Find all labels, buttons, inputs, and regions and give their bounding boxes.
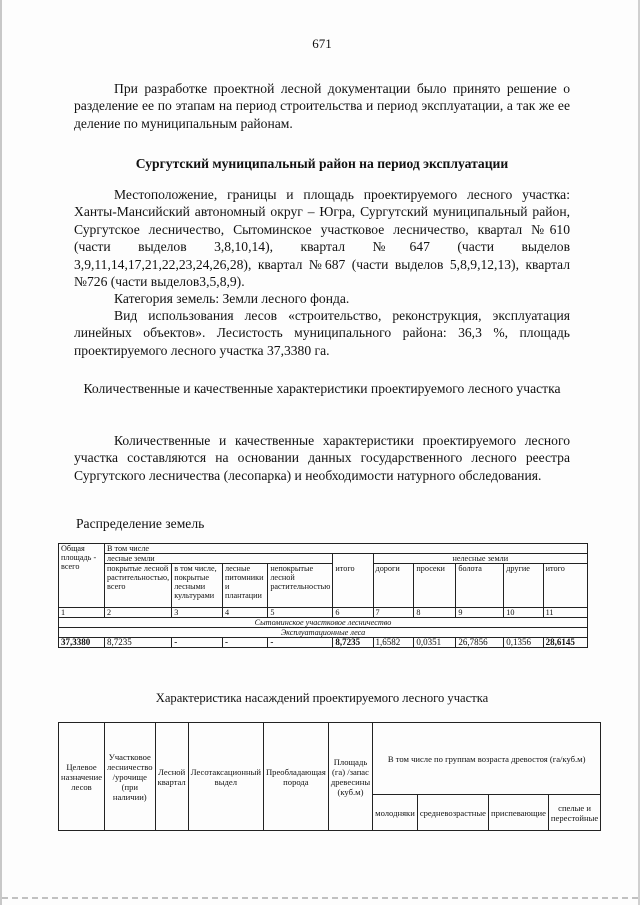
age-column-header: спелые и перестойные [548, 795, 600, 831]
column-number: 1 [59, 608, 105, 618]
table-cell: 1,6582 [373, 638, 414, 648]
table-cell: 8,7235 [333, 638, 373, 648]
scan-edge [2, 897, 640, 899]
area-header: Площадь (га) /запас древесины (куб.м) [328, 723, 372, 831]
age-column-header: приспевающие [488, 795, 548, 831]
district-forestry-row: Сытоминское участковое лесничество [59, 618, 588, 628]
column-header: лесные питомники и плантации [223, 564, 268, 608]
column-number: 9 [456, 608, 504, 618]
age-column-header: средневозрастные [417, 795, 488, 831]
characteristics-heading: Количественные и качественные характеристики проектируемого лесного участка [83, 381, 561, 396]
table-cell: 0,0351 [414, 638, 456, 648]
intro-paragraph: При разработке проектной лесной документации было принято решение о разделение ее по этапам на период строительства и период эксплуатации, а так же ее деление по муниципальным районам. [74, 81, 570, 131]
column-number: 8 [414, 608, 456, 618]
column-header: другие [504, 564, 543, 608]
column-header: покрытые лесной растительностью, всего [105, 564, 172, 608]
including-header: В том числе [105, 544, 588, 554]
table-cell: 0,1356 [504, 638, 543, 648]
column-header: болота [456, 564, 504, 608]
column-header: дороги [373, 564, 414, 608]
column-number: 2 [105, 608, 172, 618]
land-category-paragraph: Категория земель: Земли лесного фонда. [114, 291, 350, 306]
stand-characteristics-title: Характеристика насаждений проектируемого лесного участка [155, 691, 489, 705]
column-header: в том числе, покрытые лесными культурами [172, 564, 223, 608]
table-cell: - [172, 638, 223, 648]
land-distribution-table [58, 543, 588, 648]
characteristics-paragraph: Количественные и качественные характеристики проектируемого лесного участка составляются на основании данных государственного лесного реестра Сургутского лесничества (лесопарка) и необходимости натурного обследования. [74, 433, 570, 483]
column-header: итого [543, 564, 587, 608]
table-cell: 8,7235 [105, 638, 172, 648]
forest-lands-header: лесные земли [105, 554, 333, 564]
forestry-header: Участковое лесничество /урочище (при наличии) [105, 723, 156, 831]
age-groups-header: В том числе по группам возраста древостоя (га/куб.м) [373, 723, 601, 795]
table-cell: - [268, 638, 333, 648]
column-number: 3 [172, 608, 223, 618]
table-cell: 26,7856 [456, 638, 504, 648]
column-number: 5 [268, 608, 333, 618]
section-heading: Сургутский муниципальный район на период эксплуатации [135, 156, 509, 171]
table-cell: 37,3380 [59, 638, 105, 648]
forest-type-row: Эксплуатационные леса [59, 628, 588, 638]
purpose-header: Целевое назначение лесов [59, 723, 105, 831]
age-column-header: молодняки [373, 795, 418, 831]
quarter-header: Лесной квартал [155, 723, 188, 831]
table-cell: 28,6145 [543, 638, 587, 648]
species-header: Преобладающая порода [263, 723, 328, 831]
stand-characteristics-table [58, 722, 601, 831]
land-distribution-title: Распределение земель [76, 516, 205, 531]
column-header: просеки [414, 564, 456, 608]
nonforest-lands-header: нелесные земли [373, 554, 587, 564]
column-header: итого [333, 564, 373, 608]
page-number: 671 [312, 36, 332, 51]
column-number: 6 [333, 608, 373, 618]
column-number: 7 [373, 608, 414, 618]
location-paragraph: Местоположение, границы и площадь проектируемого лесного участка: Ханты-Мансийский автономный округ – Югра, Сургутский муниципальный район, Сургутское лесничество, Сытоминское участковое лесничество, квартал №610 (части выделов 3,8,10,14), квартал №647 (части выделов 3,9,11,14,17,21,22,23,24,26,28), квартал №687 (части выделов 5,8,9,12,13), квартал №726 (части выделов3,5,8,9). [74, 187, 570, 290]
allotment-header: Лесотаксационный выдел [188, 723, 263, 831]
column-header: непокрытые лесной растительностью [268, 564, 333, 608]
forest-use-paragraph: Вид использования лесов «строительство, реконструкция, эксплуатация линейных объектов». Лесистость муниципального района: 36,3 %, площадь проектируемого лесного участка 37,3380 га. [74, 308, 570, 358]
column-number: 4 [223, 608, 268, 618]
column-number: 11 [543, 608, 587, 618]
table-cell: - [223, 638, 268, 648]
column-number: 10 [504, 608, 543, 618]
total-area-header: Общая площадь - всего [59, 544, 105, 608]
